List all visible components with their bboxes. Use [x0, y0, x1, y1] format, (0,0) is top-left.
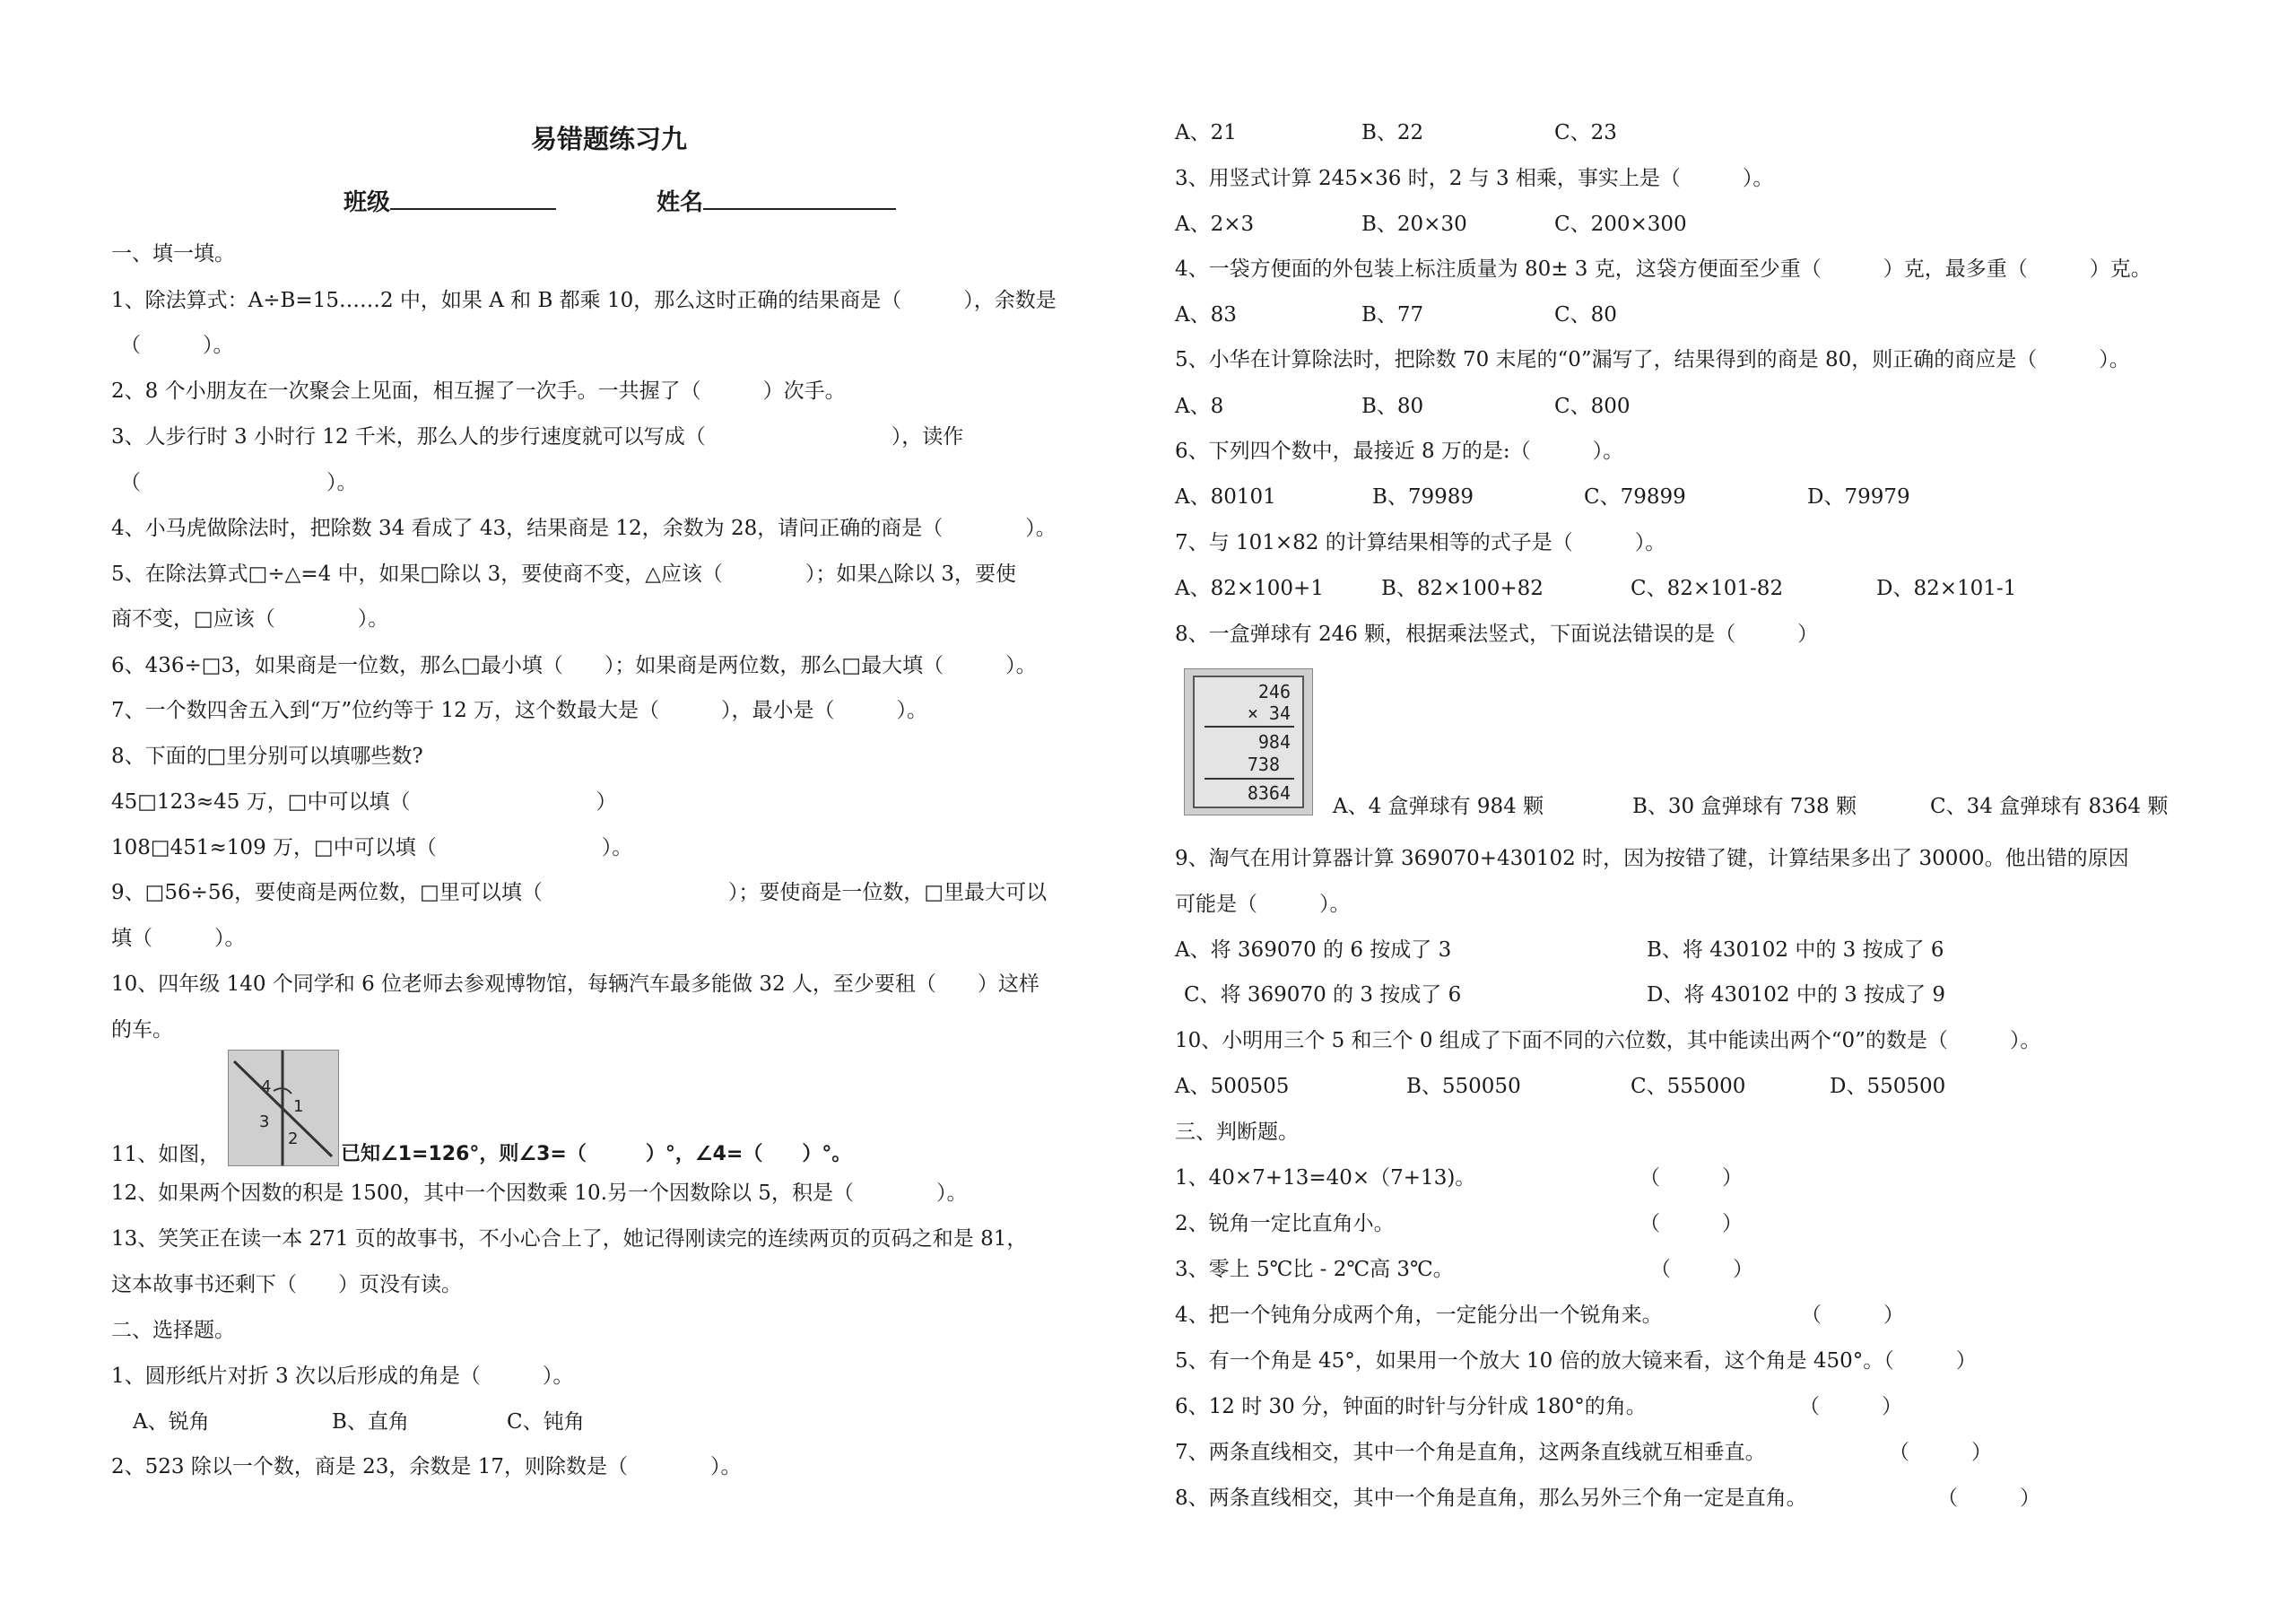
choice-7: 7、与 101×82 的计算结果相等的式子是（ ）。	[1175, 531, 1666, 554]
question-8a: 45□123≈45 万，□中可以填（ ）	[111, 790, 617, 814]
question-6: 6、436÷□3，如果商是一位数，那么□最小填（ ）；如果商是两位数，那么□最大填（ ）。	[111, 654, 1037, 677]
judge-5: 5、有一个角是 45°，如果用一个放大 10 倍的放大镜来看，这个角是 450°。（ ）	[1175, 1349, 1977, 1373]
choice-4: 4、一袋方便面的外包装上标注质量为 80± 3 克，这袋方便面至少重（ ）克，最多重（ ）克。	[1175, 257, 2152, 281]
question-1-line2: （ ）。	[120, 334, 234, 357]
question-3-line1: 3、人步行时 3 小时行 12 千米，那么人的步行速度就可以写成（ ），读作	[111, 425, 964, 449]
choice-7-option-b: B、82×100+82	[1381, 577, 1544, 600]
angle-figure-drawing	[229, 1051, 338, 1165]
judge-2: 2、锐角一定比直角小。	[1175, 1212, 1395, 1235]
choice-7-option-a: A、82×100+1	[1175, 577, 1324, 600]
choice-8: 8、一盒弹球有 246 颗，根据乘法竖式，下面说法错误的是（ ）	[1175, 623, 1819, 646]
choice-3-option-a: A、2×3	[1175, 213, 1255, 236]
question-11-prefix: 11、如图，	[111, 1143, 221, 1166]
choice-3-option-c: C、200×300	[1554, 213, 1687, 236]
name-label: 姓名	[657, 189, 704, 216]
judge-3: 3、零上 5℃比 - 2℃高 3℃。	[1175, 1258, 1454, 1281]
question-13-line2: 这本故事书还剩下（ ）页没有读。	[111, 1273, 462, 1296]
choice-8-option-a: A、4 盒弹球有 984 颗	[1333, 795, 1544, 818]
choice-5-option-c: C、800	[1554, 395, 1631, 418]
question-3-line2: （ ）。	[120, 471, 358, 494]
choice-4-option-b: B、77	[1361, 303, 1424, 327]
multiplication-figure	[1184, 668, 1313, 815]
choice-3-option-b: B、20×30	[1361, 213, 1467, 236]
choice-4-option-c: C、80	[1554, 303, 1617, 327]
name-field	[657, 187, 896, 216]
judge-7: 7、两条直线相交，其中一个角是直角，这两条直线就互相垂直。	[1175, 1441, 1766, 1464]
angle-label-1: 1	[293, 1097, 304, 1116]
choice-5: 5、小华在计算除法时，把除数 70 末尾的“0”漏写了，结果得到的商是 80，则正确的商应是（ ）。	[1175, 348, 2130, 371]
judge-6-paren[interactable]: （ ）	[1799, 1395, 1902, 1418]
mult-product: 8364	[1247, 782, 1291, 804]
judge-1-paren[interactable]: （ ）	[1639, 1166, 1743, 1190]
choice-1-option-a: A、锐角	[133, 1410, 210, 1434]
multiplication-figure-drawing	[1185, 669, 1312, 815]
question-4: 4、小马虎做除法时，把除数 34 看成了 43，结果商是 12，余数为 28，请问正确的商是（ ）。	[111, 517, 1057, 540]
angle-label-4: 4	[261, 1077, 272, 1096]
choice-4-option-a: A、83	[1175, 303, 1237, 327]
judge-3-paren[interactable]: （ ）	[1650, 1258, 1753, 1281]
angle-figure	[228, 1050, 339, 1166]
choice-6-option-b: B、79989	[1372, 485, 1474, 509]
choice-2: 2、523 除以一个数，商是 23，余数是 17，则除数是（ ）。	[111, 1455, 742, 1478]
question-9-line2: 填（ ）。	[111, 927, 246, 950]
question-11-text: 已知∠1=126°，则∠3=（ ）°，∠4=（ ）°。	[341, 1143, 852, 1165]
choice-7-option-c: C、82×101-82	[1631, 577, 1784, 600]
class-blank[interactable]	[390, 187, 556, 210]
judge-7-paren[interactable]: （ ）	[1889, 1441, 1992, 1464]
section-fill-in: 一、填一填。	[111, 242, 235, 266]
mult-multiplier: × 34	[1247, 702, 1291, 724]
choice-10: 10、小明用三个 5 和三个 0 组成了下面不同的六位数，其中能读出两个“0”的数是（ ）。	[1175, 1029, 2041, 1052]
choice-1: 1、圆形纸片对折 3 次以后形成的角是（ ）。	[111, 1365, 574, 1388]
judge-8-paren[interactable]: （ ）	[1937, 1487, 2040, 1510]
question-1-line1: 1、除法算式：A÷B=15……2 中，如果 A 和 B 都乘 10，那么这时正确的结果商是（ ），余数是	[111, 289, 1057, 312]
question-2: 2、8 个小朋友在一次聚会上见面，相互握了一次手。一共握了（ ）次手。	[111, 379, 846, 403]
choice-6-option-a: A、80101	[1175, 485, 1276, 509]
question-8: 8、下面的□里分别可以填哪些数?	[111, 745, 423, 768]
choice-10-option-c: C、555000	[1631, 1075, 1746, 1098]
judge-2-paren[interactable]: （ ）	[1639, 1212, 1743, 1235]
choice-3: 3、用竖式计算 245×36 时，2 与 3 相乘，事实上是（ ）。	[1175, 167, 1774, 190]
choice-1-option-c: C、钝角	[507, 1410, 585, 1434]
judge-4: 4、把一个钝角分成两个角，一定能分出一个锐角来。	[1175, 1304, 1663, 1327]
class-label: 班级	[344, 189, 391, 216]
judge-1: 1、40×7+13=40×（7+13)。	[1175, 1166, 1476, 1190]
choice-5-option-a: A、8	[1175, 395, 1224, 418]
mult-multiplicand: 246	[1257, 681, 1291, 702]
choice-5-option-b: B、80	[1361, 395, 1424, 418]
question-9-line1: 9、□56÷56，要使商是两位数，□里可以填（ ）；要使商是一位数，□里最大可以	[111, 881, 1048, 904]
question-12: 12、如果两个因数的积是 1500，其中一个因数乘 10.另一个因数除以 5，积是（ ）。	[111, 1182, 968, 1205]
question-5-line2: 商不变，□应该（ ）。	[111, 607, 389, 631]
choice-10-option-d: D、550500	[1830, 1075, 1946, 1098]
choice-9-option-b: B、将 430102 中的 3 按成了 6	[1647, 938, 1944, 962]
question-7: 7、一个数四舍五入到“万”位约等于 12 万，这个数最大是（ ），最小是（ ）。	[111, 699, 928, 722]
choice-1-option-b: B、直角	[332, 1410, 409, 1434]
choice-6-option-d: D、79979	[1807, 485, 1910, 509]
angle-label-2: 2	[288, 1129, 299, 1148]
choice-2-option-a: A、21	[1175, 121, 1237, 144]
choice-2-option-c: C、23	[1554, 121, 1617, 144]
section-judgement: 三、判断题。	[1175, 1121, 1299, 1144]
choice-6-option-c: C、79899	[1584, 485, 1686, 509]
choice-8-option-b: B、30 盒弹球有 738 颗	[1632, 795, 1857, 818]
choice-10-option-a: A、500505	[1175, 1075, 1290, 1098]
judge-6: 6、12 时 30 分，钟面的时针与分针成 180°的角。	[1175, 1395, 1647, 1418]
mult-partial-1: 984	[1257, 731, 1291, 753]
page-title: 易错题练习九	[531, 124, 688, 154]
choice-6: 6、下列四个数中，最接近 8 万的是:（ ）。	[1175, 440, 1624, 463]
judge-8: 8、两条直线相交，其中一个角是直角，那么另外三个角一定是直角。	[1175, 1487, 1807, 1510]
choice-2-option-b: B、22	[1361, 121, 1424, 144]
judge-4-paren[interactable]: （ ）	[1801, 1304, 1904, 1327]
choice-8-option-c: C、34 盒弹球有 8364 颗	[1930, 795, 2169, 818]
question-8b: 108□451≈109 万，□中可以填（ ）。	[111, 836, 633, 859]
question-10-line1: 10、四年级 140 个同学和 6 位老师去参观博物馆，每辆汽车最多能做 32 人，至少要租（ ）这样	[111, 972, 1039, 996]
choice-10-option-b: B、550050	[1406, 1075, 1521, 1098]
choice-7-option-d: D、82×101-1	[1876, 577, 2017, 600]
mult-partial-2: 738	[1247, 754, 1280, 775]
question-10-line2: 的车。	[111, 1018, 173, 1042]
name-blank[interactable]	[703, 187, 896, 210]
class-field	[344, 187, 556, 216]
choice-9-line1: 9、淘气在用计算器计算 369070+430102 时，因为按错了键，计算结果多出了 30000。他出错的原因	[1175, 847, 2129, 870]
angle-label-3: 3	[259, 1112, 270, 1131]
choice-9-line2: 可能是（ ）。	[1175, 893, 1351, 916]
choice-9-option-c: C、将 369070 的 3 按成了 6	[1184, 983, 1462, 1007]
section-choice: 二、选择题。	[111, 1319, 235, 1342]
question-13-line1: 13、笑笑正在读一本 271 页的故事书，不小心合上了，她记得刚读完的连续两页的页码之和是 81，	[111, 1227, 1028, 1251]
choice-9-option-a: A、将 369070 的 6 按成了 3	[1175, 938, 1452, 962]
choice-9-option-d: D、将 430102 中的 3 按成了 9	[1647, 983, 1946, 1007]
question-5-line1: 5、在除法算式□÷△=4 中，如果□除以 3，要使商不变，△应该（ ）；如果△除以 3，要使	[111, 562, 1017, 586]
